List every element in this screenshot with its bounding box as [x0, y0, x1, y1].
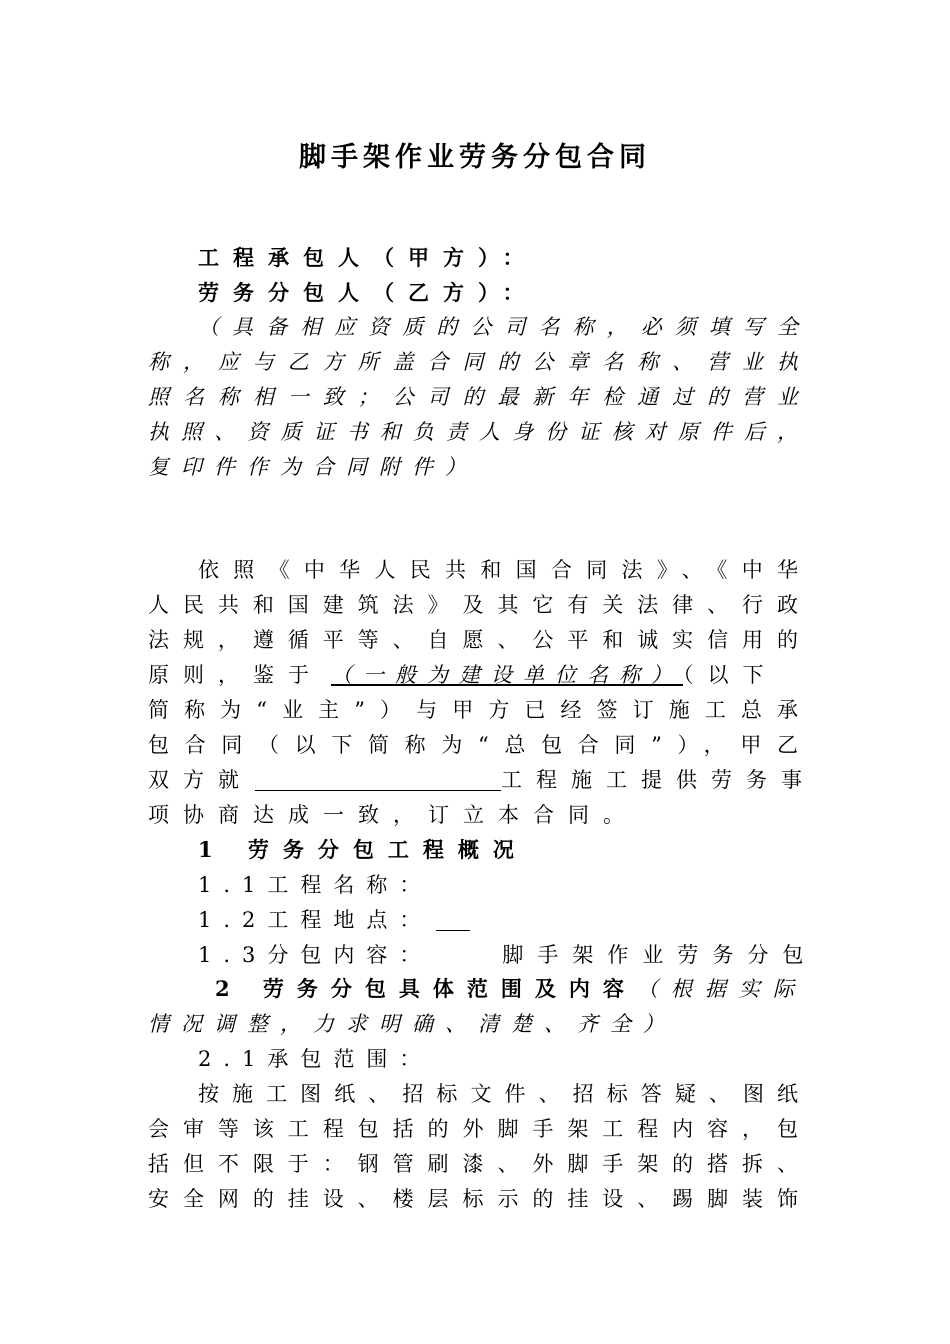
- intro-line-4: [148, 658, 798, 692]
- item-1-3-value: 脚手架作业劳务分包: [502, 943, 818, 967]
- document-title: 脚手架作业劳务分包合同: [299, 142, 651, 173]
- intro-line-2: 人民共和国建筑法》及其它有关法律、行政: [148, 593, 798, 617]
- intro-line-4-post: （以下: [683, 663, 778, 687]
- scope-line-1: 按施工图纸、招标文件、招标答疑、图纸: [198, 1082, 798, 1106]
- intro-line-8: 项协商达成一致，订立本合同。: [148, 803, 638, 827]
- scope-line-2: 会审等该工程包括的外脚手架工程内容，包: [148, 1117, 798, 1141]
- party-b-label: 劳务分包人（乙方）：: [198, 280, 538, 305]
- note-line-2: 称，应与乙方所盖合同的公章名称、营业执: [148, 350, 798, 374]
- note-line-1: （具备相应资质的公司名称，必须填写全: [198, 315, 798, 339]
- intro-line-4-pre: 原则，鉴于: [148, 663, 323, 687]
- intro-line-7: [148, 763, 816, 797]
- scope-line-3: 括但不限于：钢管刷漆、外脚手架的搭拆、: [148, 1152, 798, 1176]
- item-1-1: 1.1工程名称：: [198, 873, 433, 897]
- section-2-note-a: （根据实际: [636, 977, 807, 1001]
- intro-line-7-post: 工程施工提供劳务事: [501, 768, 816, 792]
- note-line-4: 执照、资质证书和负责人身份证核对原件后，: [148, 420, 798, 444]
- note-line-5: 复印件作为合同附件）: [148, 455, 478, 479]
- item-1-2: [198, 903, 798, 937]
- party-a-label: 工程承包人（甲方）：: [198, 245, 538, 270]
- intro-line-1: 依照《中华人民共和国合同法》、《中华: [198, 558, 798, 582]
- project-location-blank: [436, 906, 470, 931]
- intro-line-6: 包合同（以下简称为“总包合同”），甲乙: [148, 733, 798, 757]
- section-1-heading: 1 劳务分包工程概况: [198, 837, 528, 862]
- section-2-note-b: 情况调整，力求明确、清楚、齐全）: [148, 1012, 676, 1036]
- scope-line-4: 安全网的挂设、楼层标示的挂设、踢脚装饰: [148, 1187, 798, 1211]
- item-2-1: 2.1承包范围：: [198, 1047, 433, 1071]
- intro-line-5: 简称为“业主”）与甲方已经签订施工总承: [148, 698, 798, 722]
- intro-line-7-pre: 双方就: [148, 768, 253, 792]
- project-name-blank: [255, 766, 501, 791]
- section-2-heading: 2 劳务分包具体范围及内容: [215, 976, 637, 1001]
- item-1-3: [198, 938, 818, 972]
- note-line-3: 照名称相一致；公司的最新年检通过的营业: [148, 385, 798, 409]
- intro-line-3: 法规，遵循平等、自愿、公平和诚实信用的: [148, 628, 798, 652]
- owner-name-field: （一般为建设单位名称）: [331, 663, 683, 687]
- section-2-heading-line: [215, 972, 807, 1006]
- item-1-3-label: 1.3分包内容：: [198, 943, 433, 967]
- item-1-2-label: 1.2工程地点：: [198, 908, 433, 932]
